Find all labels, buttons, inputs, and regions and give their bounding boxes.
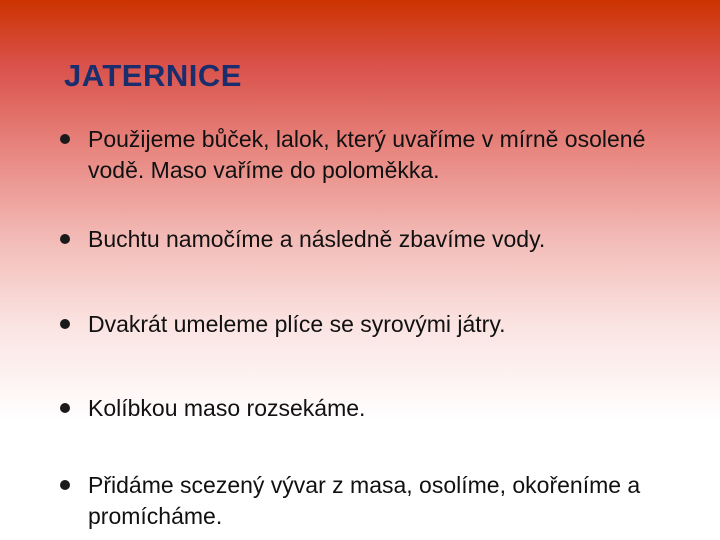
slide-title: JATERNICE [64, 58, 242, 93]
bullet-dot-icon [60, 319, 70, 329]
bullet-text: Použijeme bůček, lalok, který uvaříme v mírně osolené vodě. Maso vaříme do poloměkka. [88, 126, 646, 183]
bullet-text: Buchtu namočíme a následně zbavíme vody. [88, 226, 546, 252]
bullet-item [56, 224, 696, 255]
bullet-item [56, 393, 696, 424]
bullet-dot-icon [60, 234, 70, 244]
bullet-item [56, 470, 696, 532]
bullet-text: Přidáme scezený vývar z masa, osolíme, okořeníme a promícháme. [88, 472, 641, 529]
bullet-text: Kolíbkou maso rozsekáme. [88, 395, 366, 421]
bullet-dot-icon [60, 134, 70, 144]
bullet-list [56, 124, 696, 532]
bullet-item [56, 309, 696, 340]
bullet-item [56, 124, 696, 186]
bullet-dot-icon [60, 403, 70, 413]
bullet-text: Dvakrát umeleme plíce se syrovými játry. [88, 311, 506, 337]
bullet-dot-icon [60, 480, 70, 490]
